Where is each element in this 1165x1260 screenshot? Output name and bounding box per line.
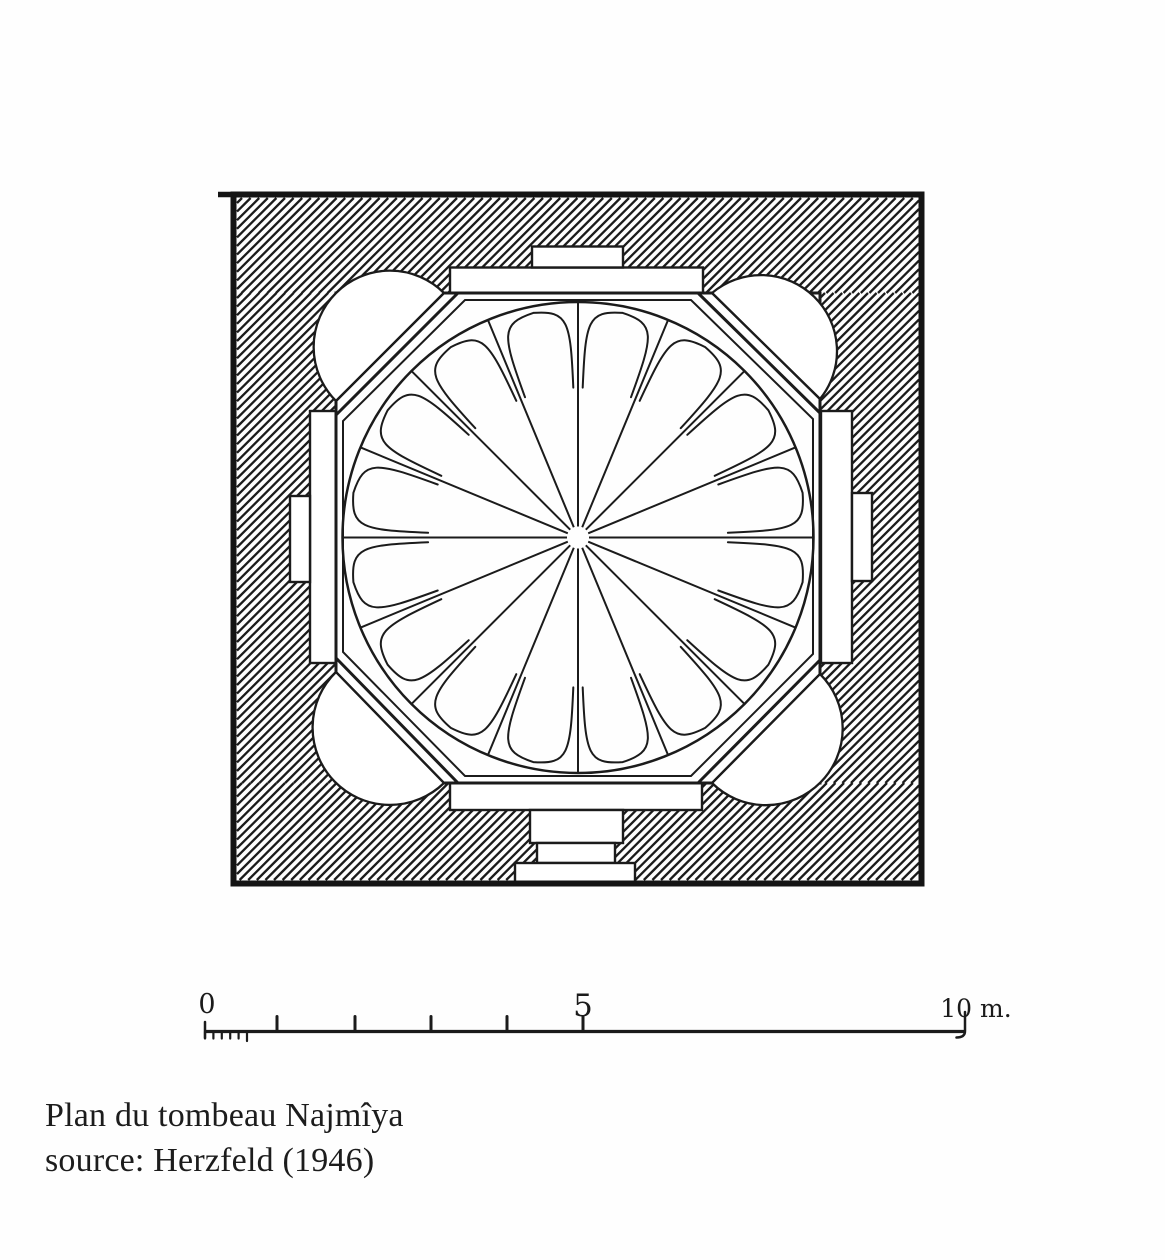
hatch-line	[237, 198, 276, 237]
hatch-line	[851, 715, 919, 783]
hatch-line	[885, 749, 919, 783]
caption-source: source: Herzfeld (1946)	[45, 1141, 375, 1179]
dome-petal	[583, 313, 648, 398]
hatch-line	[237, 783, 276, 822]
east-wall-recess	[821, 411, 852, 663]
dome-petal	[508, 678, 573, 763]
caption-title: Plan du tombeau Najmîya	[45, 1097, 404, 1134]
hatch-line	[911, 775, 919, 783]
hatch-line	[237, 293, 268, 324]
south-entrance-doorway	[530, 810, 623, 843]
hatch-line	[237, 783, 302, 848]
hatch-line	[237, 293, 276, 332]
hatch-line	[876, 837, 919, 880]
dome-rib	[582, 320, 668, 527]
hatch-line	[237, 783, 242, 788]
hatch-line	[826, 200, 919, 293]
hatch-line	[237, 783, 294, 840]
dome-rib	[586, 545, 744, 703]
dome-petal	[353, 542, 438, 607]
hatch-line	[877, 741, 919, 783]
hatch-line	[885, 846, 919, 880]
dome-petal	[583, 678, 648, 763]
hatch-line	[237, 293, 242, 298]
dome-rib	[412, 371, 570, 529]
dome-petal	[718, 468, 803, 533]
hatch-line	[852, 226, 919, 293]
north-entrance-outer-bay	[450, 268, 703, 294]
hatch-line	[237, 198, 328, 289]
dome-rib	[361, 448, 568, 534]
dome-rib	[412, 545, 570, 703]
hatch-line	[237, 198, 268, 229]
dome-rib	[488, 548, 574, 755]
hatch-line	[237, 783, 268, 814]
dome-rib	[586, 371, 744, 529]
hatch-line	[904, 278, 919, 293]
dome-petal	[353, 468, 438, 533]
hatch-line	[850, 811, 919, 880]
hatch-line	[237, 198, 302, 263]
dome-rib	[588, 448, 795, 534]
dome-rib	[588, 542, 795, 628]
hatch-line	[237, 783, 328, 874]
hatch-line	[237, 198, 242, 203]
hatch-line	[237, 198, 294, 255]
hatch-line	[861, 235, 919, 293]
dome-rib	[361, 542, 568, 628]
dome-rib	[582, 548, 668, 755]
dome-petal	[718, 542, 803, 607]
hatch-line	[912, 286, 919, 293]
dome-rib	[488, 320, 574, 527]
hatch-line	[887, 261, 919, 293]
west-wall-recess	[310, 411, 336, 663]
dome-ribs	[343, 303, 813, 773]
squinch-lobe-northwest	[314, 271, 444, 401]
west-wall-niche	[290, 496, 310, 582]
south-entrance-step	[537, 843, 615, 863]
dome-petal	[508, 313, 573, 398]
hatch-line	[237, 783, 319, 865]
hatch-line	[237, 198, 319, 280]
hatch-line	[903, 767, 919, 783]
scale-label-five: 5	[573, 988, 593, 1024]
hatch-line	[878, 252, 919, 293]
north-entrance-doorway	[532, 247, 623, 268]
scale-label-zero: 0	[198, 989, 216, 1020]
figure-caption	[45, 1094, 404, 1184]
hatch-line	[902, 863, 919, 880]
hatch-line	[237, 293, 302, 358]
scale-label-ten-meters: 10 m.	[940, 994, 1012, 1023]
hatch-line	[910, 871, 919, 880]
scale-bar	[198, 988, 1011, 1041]
south-entrance-outer-bay	[450, 783, 702, 810]
east-wall-niche	[852, 493, 872, 581]
hatch-line	[237, 293, 294, 350]
hatch-line	[237, 293, 319, 375]
